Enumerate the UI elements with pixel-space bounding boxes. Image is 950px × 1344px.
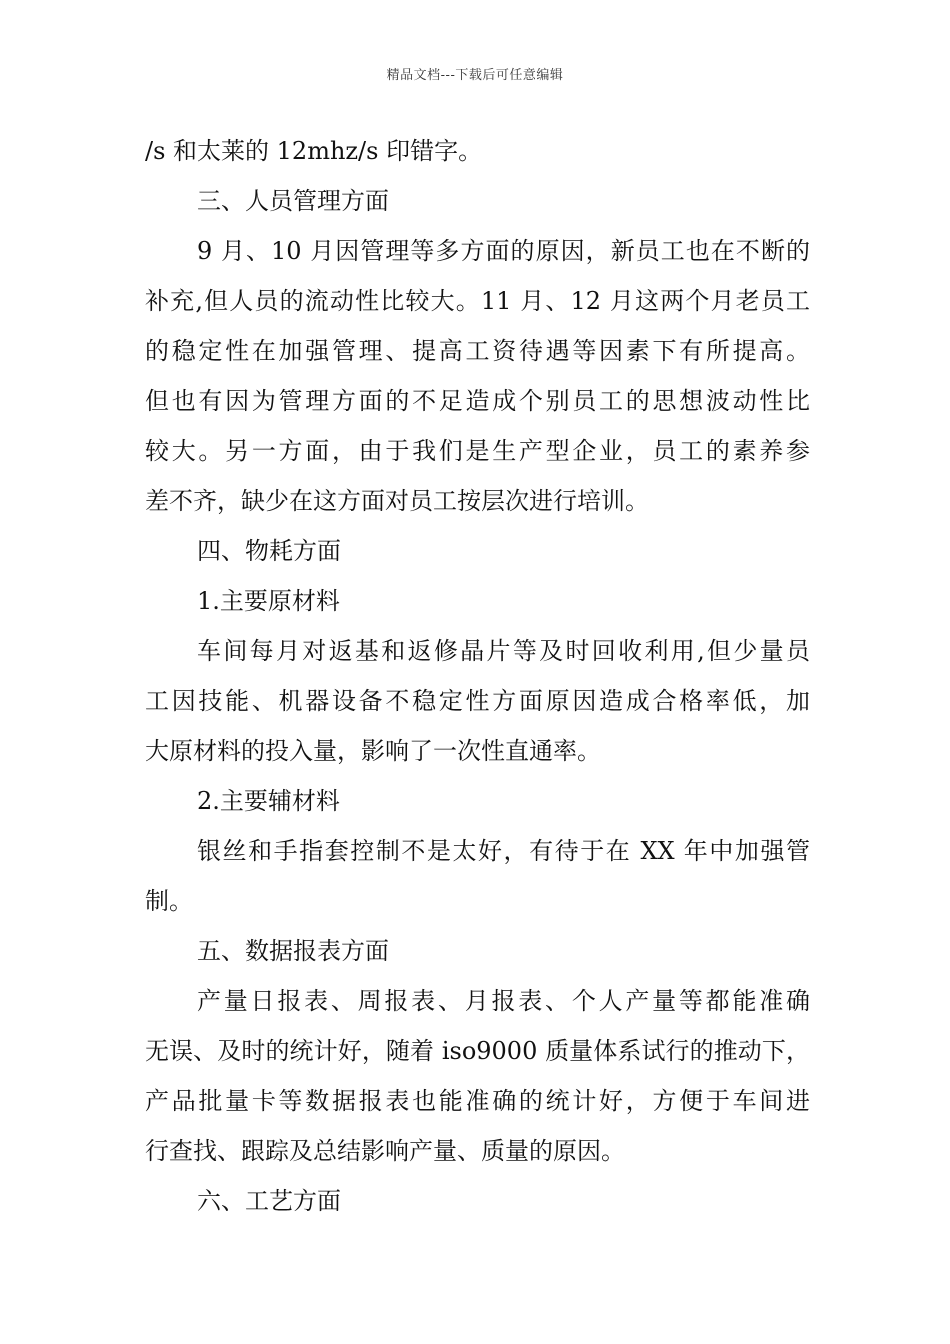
page-header: 精品文档---下载后可任意编辑 [386,68,564,83]
text-line: 四、物耗方面 [197,537,341,565]
text-line: 无误、及时的统计好，随着 iso9000 质量体系试行的推动下， [145,1037,810,1065]
text-line: 制。 [145,887,193,915]
text-line: 银丝和手指套控制不是太好，有待于在 XX 年中加强管 [197,837,810,865]
text-line: 的稳定性在加强管理、提高工资待遇等因素下有所提高。 [145,337,810,365]
text-line: /s 和太莱的 12mhz/s 印错字。 [145,137,483,165]
text-line: 9 月、10 月因管理等多方面的原因，新员工也在不断的 [197,237,810,265]
text-line: 五、数据报表方面 [197,937,389,965]
text-line: 产品批量卡等数据报表也能准确的统计好，方便于车间进 [145,1087,810,1115]
text-line: 补充,但人员的流动性比较大。11 月、12 月这两个月老员工 [145,287,810,315]
text-line: 三、人员管理方面 [197,187,389,215]
text-line: 车间每月对返基和返修晶片等及时回收利用,但少量员 [197,637,810,665]
text-line: 六、工艺方面 [197,1187,341,1215]
text-line: 1.主要原材料 [197,587,340,615]
text-line: 行查找、跟踪及总结影响产量、质量的原因。 [145,1137,625,1165]
text-line: 大原材料的投入量，影响了一次性直通率。 [145,737,601,765]
document-body [145,126,810,1226]
text-line: 较大。另一方面，由于我们是生产型企业，员工的素养参 [145,437,810,465]
text-line: 产量日报表、周报表、月报表、个人产量等都能准确 [197,987,810,1015]
text-line: 2.主要辅材料 [197,787,340,815]
text-line: 差不齐，缺少在这方面对员工按层次进行培训。 [145,487,649,515]
text-line: 但也有因为管理方面的不足造成个别员工的思想波动性比 [145,387,810,415]
text-line: 工因技能、机器设备不稳定性方面原因造成合格率低，加 [145,687,810,715]
